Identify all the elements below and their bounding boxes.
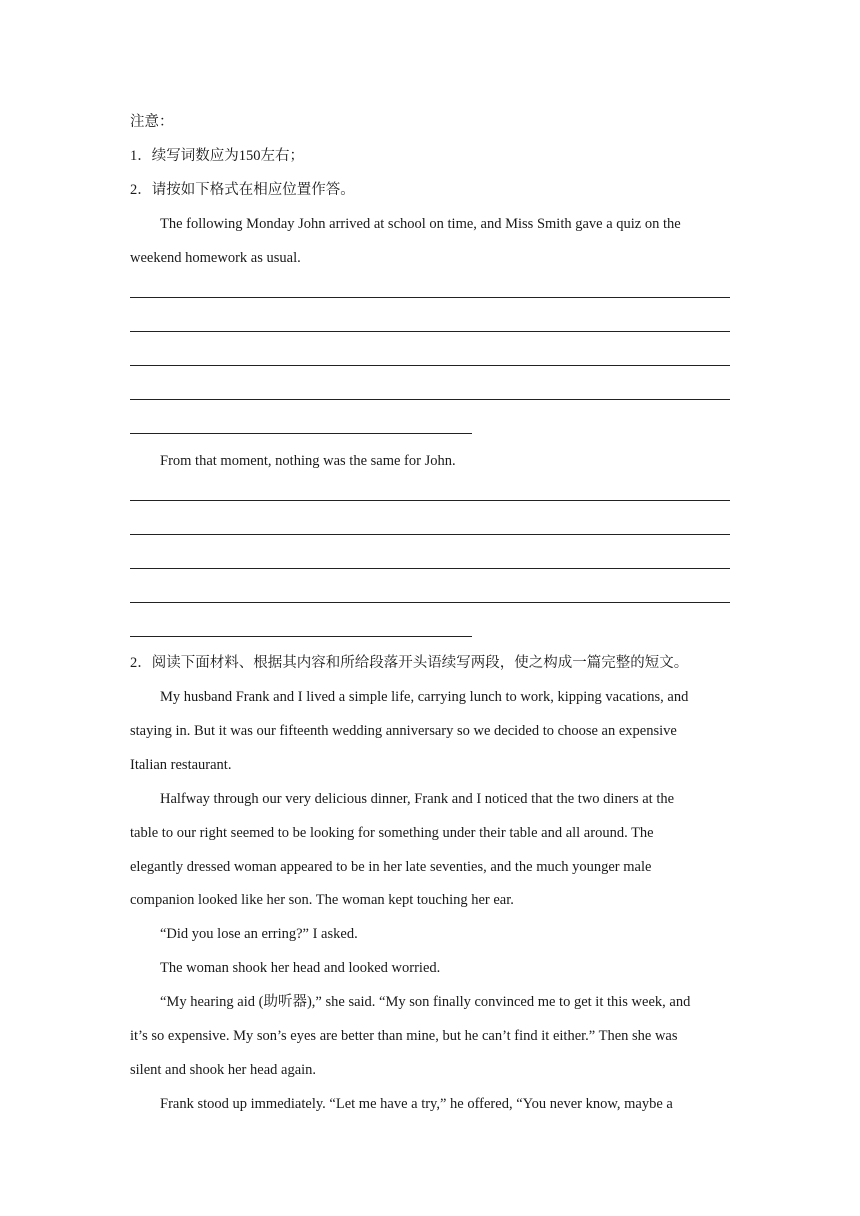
notes-item-1: 1．续写词数应为150左右； [130, 148, 304, 164]
answer-line [130, 568, 730, 569]
passage-line: The woman shook her head and looked worried. [160, 960, 441, 976]
answer-line-short [130, 636, 472, 637]
paragraph-2-opening: From that moment, nothing was the same for John. [160, 453, 456, 469]
passage-line: silent and shook her head again. [130, 1062, 317, 1078]
answer-line [130, 365, 730, 366]
notes-item-2: 2．请按如下格式在相应位置作答。 [130, 182, 355, 198]
answer-line [130, 297, 730, 298]
passage-line: Frank stood up immediately. “Let me have a try,” he offered, “You never know, maybe a [160, 1096, 673, 1112]
answer-line [130, 399, 730, 400]
passage-line: Halfway through our very delicious dinner, Frank and I noticed that the two diners at the [160, 791, 675, 807]
answer-line [130, 500, 730, 501]
paragraph-1-opening-line-1: The following Monday John arrived at school on time, and Miss Smith gave a quiz on the [160, 216, 681, 232]
passage-line: staying in. But it was our fifteenth wedding anniversary so we decided to choose an expensive [130, 723, 677, 739]
passage-line: companion looked like her son. The woman kept touching her ear. [130, 892, 514, 908]
passage-line: My husband Frank and I lived a simple life, carrying lunch to work, kipping vacations, and [160, 689, 689, 705]
notes-heading: 注意： [130, 114, 174, 130]
answer-line [130, 602, 730, 603]
task-2-instruction: 2．阅读下面材料、根据其内容和所给段落开头语续写两段，使之构成一篇完整的短文。 [130, 655, 689, 671]
answer-line [130, 331, 730, 332]
answer-line-short [130, 433, 472, 434]
answer-line [130, 534, 730, 535]
passage-line: “Did you lose an erring?” I asked. [160, 926, 358, 942]
passage-line: “My hearing aid (助听器),” she said. “My son finally convinced me to get it this week, and [160, 994, 691, 1010]
passage-line: table to our right seemed to be looking for something under their table and all around. The [130, 825, 654, 841]
paragraph-1-opening-line-2: weekend homework as usual. [130, 250, 301, 266]
passage-line: Italian restaurant. [130, 757, 232, 773]
passage-line: it’s so expensive. My son’s eyes are better than mine, but he can’t find it either.” Then she was [130, 1028, 678, 1044]
passage-line: elegantly dressed woman appeared to be in her late seventies, and the much younger male [130, 859, 652, 875]
